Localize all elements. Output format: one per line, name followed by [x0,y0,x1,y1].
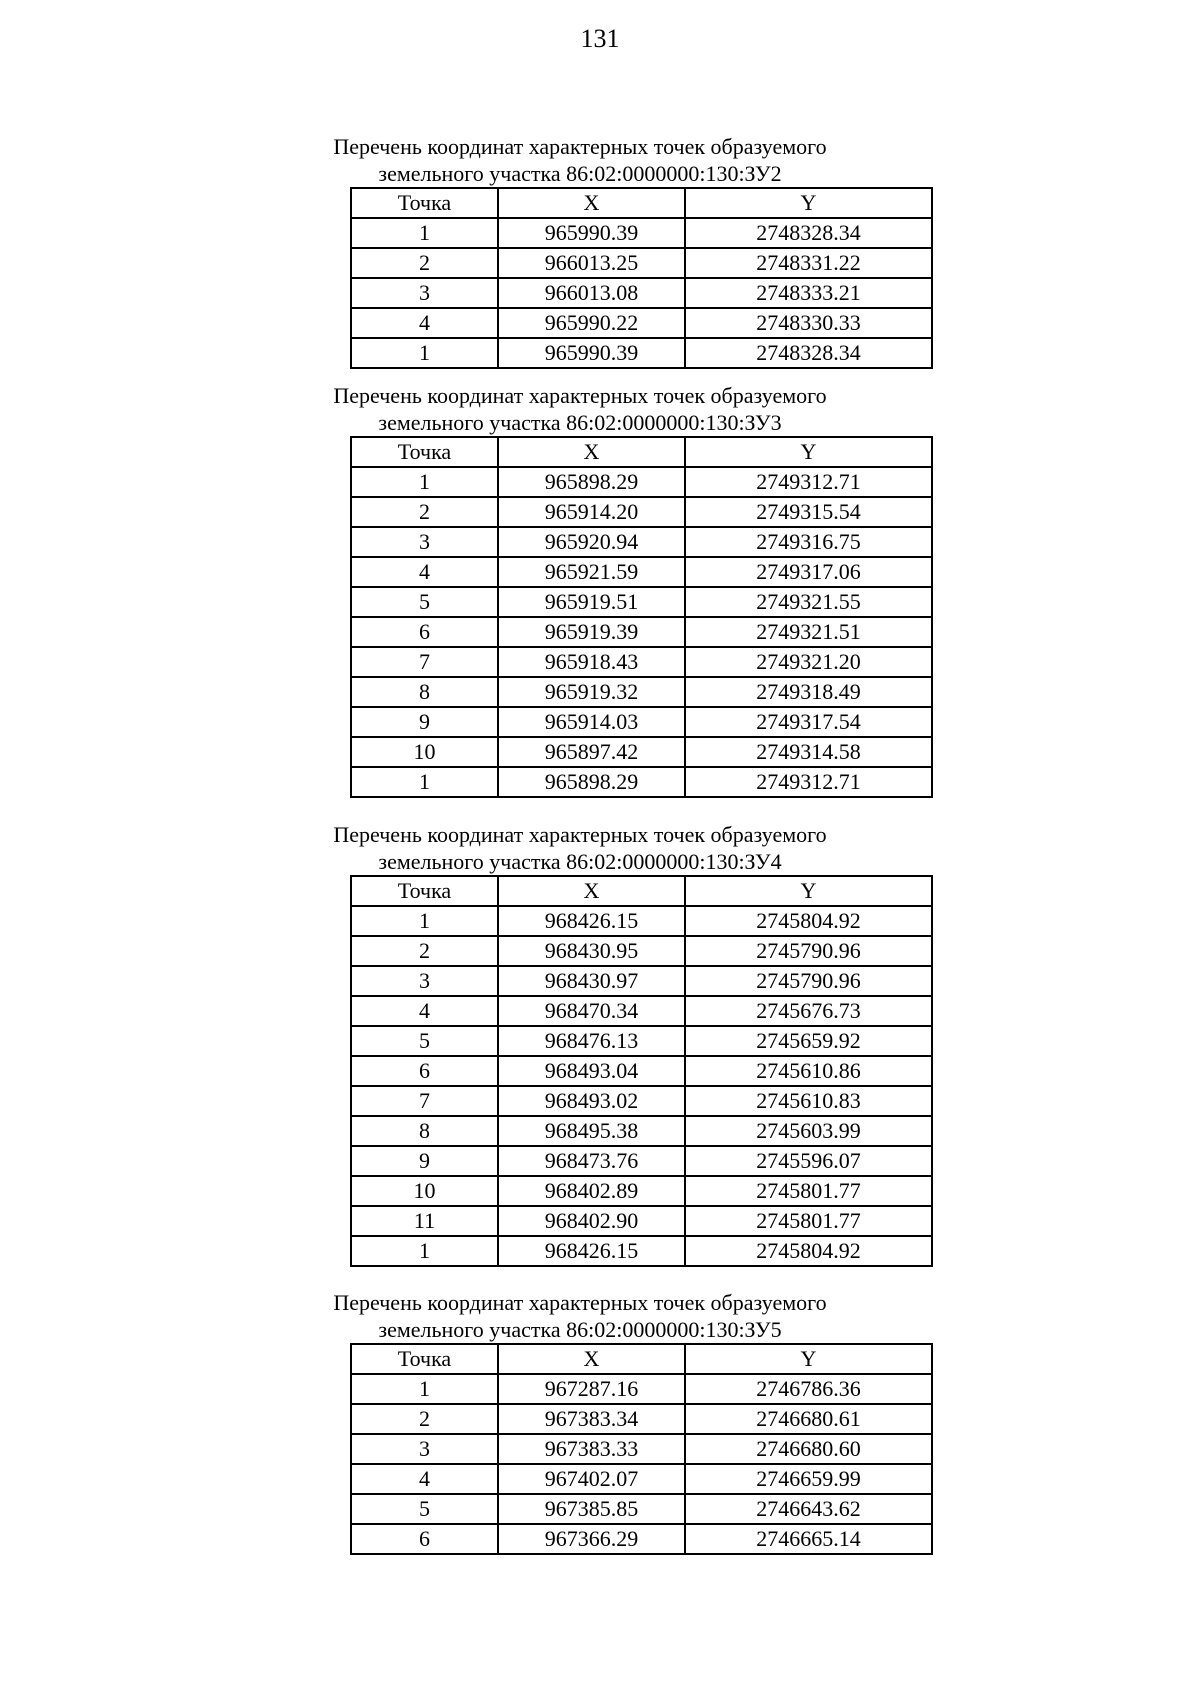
table-cell: 4 [351,308,498,338]
table-cell: 2749312.71 [685,767,932,797]
table-cell: 4 [351,1464,498,1494]
caption-line-2: земельного участка 86:02:0000000:130:ЗУ2 [378,161,782,186]
table-cell: 3 [351,966,498,996]
caption-line-2: земельного участка 86:02:0000000:130:ЗУ5 [378,1317,782,1342]
table-cell: 968430.97 [498,966,685,996]
table-cell: 2746680.61 [685,1404,932,1434]
table-cell: 968493.04 [498,1056,685,1086]
table-cell: 2749321.20 [685,647,932,677]
section-caption [270,382,890,436]
table-cell: 965914.20 [498,497,685,527]
table-row [351,1056,932,1086]
table-cell: 968426.15 [498,1236,685,1266]
section-zu5 [290,1289,940,1555]
table-cell: 968470.34 [498,996,685,1026]
table-row [351,1404,932,1434]
table-cell: 2746665.14 [685,1524,932,1554]
table-cell: 2 [351,497,498,527]
table-cell: 966013.08 [498,278,685,308]
coordinates-table [350,187,933,369]
table-cell: 968402.90 [498,1206,685,1236]
table-cell: 2746680.60 [685,1434,932,1464]
table-cell: 968430.95 [498,936,685,966]
table-cell: 2748328.34 [685,218,932,248]
table-cell: 967402.07 [498,1464,685,1494]
table-cell: 965919.32 [498,677,685,707]
table-cell: 1 [351,906,498,936]
column-header: X [498,1344,685,1374]
table-row [351,617,932,647]
table-cell: 2746786.36 [685,1374,932,1404]
table-cell: 2749317.54 [685,707,932,737]
table-cell: 1 [351,1236,498,1266]
table-cell: 2 [351,1404,498,1434]
column-header: Y [685,1344,932,1374]
table-cell: 6 [351,1056,498,1086]
table-cell: 967383.34 [498,1404,685,1434]
column-header: Y [685,188,932,218]
table-row [351,467,932,497]
caption-line-1: Перечень координат характерных точек образуемого [333,1290,827,1315]
table-cell: 6 [351,617,498,647]
table-cell: 2746643.62 [685,1494,932,1524]
table-row [351,1206,932,1236]
table-cell: 965990.22 [498,308,685,338]
table-cell: 2749315.54 [685,497,932,527]
caption-line-2: земельного участка 86:02:0000000:130:ЗУ3 [378,410,782,435]
table-cell: 965918.43 [498,647,685,677]
table-cell: 965990.39 [498,338,685,368]
table-cell: 2749318.49 [685,677,932,707]
table-cell: 8 [351,677,498,707]
table-cell: 2745804.92 [685,906,932,936]
table-row [351,527,932,557]
table-cell: 2745610.83 [685,1086,932,1116]
section-zu4 [290,821,940,1267]
table-cell: 965919.51 [498,587,685,617]
column-header: Точка [351,188,498,218]
column-header: X [498,188,685,218]
table-cell: 968473.76 [498,1146,685,1176]
table-row [351,906,932,936]
table-cell: 968495.38 [498,1116,685,1146]
table-cell: 9 [351,707,498,737]
coordinates-table [350,875,933,1267]
table-cell: 5 [351,1026,498,1056]
table-cell: 10 [351,1176,498,1206]
caption-line-1: Перечень координат характерных точек образуемого [333,822,827,847]
table-row [351,1176,932,1206]
table-row [351,1374,932,1404]
table-cell: 2 [351,248,498,278]
table-row [351,278,932,308]
table-row [351,1464,932,1494]
table-cell: 8 [351,1116,498,1146]
table-cell: 11 [351,1206,498,1236]
column-header: Точка [351,876,498,906]
table-row [351,218,932,248]
caption-line-2: земельного участка 86:02:0000000:130:ЗУ4 [378,849,782,874]
table-cell: 967287.16 [498,1374,685,1404]
table-cell: 2 [351,936,498,966]
table-cell: 2749317.06 [685,557,932,587]
table-row [351,248,932,278]
table-cell: 968402.89 [498,1176,685,1206]
column-header: Y [685,876,932,906]
column-header: X [498,437,685,467]
table-cell: 2749321.55 [685,587,932,617]
table-row [351,338,932,368]
table-cell: 965914.03 [498,707,685,737]
table-cell: 965990.39 [498,218,685,248]
table-cell: 965920.94 [498,527,685,557]
table-cell: 2749312.71 [685,467,932,497]
table-cell: 2749314.58 [685,737,932,767]
table-cell: 1 [351,218,498,248]
table-row [351,587,932,617]
table-cell: 2745804.92 [685,1236,932,1266]
table-cell: 2749316.75 [685,527,932,557]
table-row [351,1146,932,1176]
table-header-row [351,437,932,467]
table-cell: 6 [351,1524,498,1554]
section-caption [270,821,890,875]
table-cell: 2749321.51 [685,617,932,647]
table-cell: 5 [351,587,498,617]
table-cell: 967366.29 [498,1524,685,1554]
table-row [351,1236,932,1266]
column-header: X [498,876,685,906]
table-cell: 965921.59 [498,557,685,587]
column-header: Точка [351,437,498,467]
table-row [351,1494,932,1524]
table-row [351,1524,932,1554]
table-cell: 3 [351,1434,498,1464]
table-row [351,1434,932,1464]
table-cell: 2745790.96 [685,936,932,966]
section-caption [270,1289,890,1343]
table-cell: 10 [351,737,498,767]
coordinates-table [350,436,933,798]
coordinates-table [350,1343,933,1555]
table-cell: 2745801.77 [685,1176,932,1206]
table-cell: 3 [351,278,498,308]
table-cell: 2745790.96 [685,966,932,996]
table-row [351,647,932,677]
table-cell: 3 [351,527,498,557]
table-cell: 1 [351,338,498,368]
table-cell: 2745596.07 [685,1146,932,1176]
table-cell: 968493.02 [498,1086,685,1116]
table-cell: 965898.29 [498,767,685,797]
table-cell: 5 [351,1494,498,1524]
table-cell: 9 [351,1146,498,1176]
table-cell: 965919.39 [498,617,685,647]
table-row [351,497,932,527]
section-zu3 [290,382,940,798]
table-cell: 1 [351,767,498,797]
section-zu2 [290,133,940,369]
table-cell: 2748328.34 [685,338,932,368]
table-row [351,1026,932,1056]
table-header-row [351,1344,932,1374]
section-caption [270,133,890,187]
table-header-row [351,188,932,218]
table-cell: 2746659.99 [685,1464,932,1494]
table-cell: 2745610.86 [685,1056,932,1086]
table-row [351,1116,932,1146]
table-row [351,936,932,966]
table-cell: 967385.85 [498,1494,685,1524]
table-row [351,767,932,797]
table-cell: 2745659.92 [685,1026,932,1056]
table-cell: 2745603.99 [685,1116,932,1146]
table-cell: 4 [351,557,498,587]
table-row [351,308,932,338]
page-number: 131 [580,24,620,53]
table-cell: 2748331.22 [685,248,932,278]
table-row [351,996,932,1026]
table-cell: 2745801.77 [685,1206,932,1236]
table-cell: 965898.29 [498,467,685,497]
table-cell: 4 [351,996,498,1026]
caption-line-1: Перечень координат характерных точек образуемого [333,383,827,408]
table-cell: 7 [351,1086,498,1116]
table-cell: 967383.33 [498,1434,685,1464]
column-header: Y [685,437,932,467]
table-row [351,966,932,996]
table-header-row [351,876,932,906]
column-header: Точка [351,1344,498,1374]
table-cell: 1 [351,1374,498,1404]
table-cell: 1 [351,467,498,497]
table-cell: 2748330.33 [685,308,932,338]
table-cell: 2745676.73 [685,996,932,1026]
table-cell: 968426.15 [498,906,685,936]
table-cell: 7 [351,647,498,677]
table-cell: 968476.13 [498,1026,685,1056]
table-row [351,707,932,737]
table-row [351,557,932,587]
table-cell: 2748333.21 [685,278,932,308]
table-row [351,677,932,707]
table-row [351,737,932,767]
caption-line-1: Перечень координат характерных точек образуемого [333,134,827,159]
table-cell: 966013.25 [498,248,685,278]
table-cell: 965897.42 [498,737,685,767]
table-row [351,1086,932,1116]
